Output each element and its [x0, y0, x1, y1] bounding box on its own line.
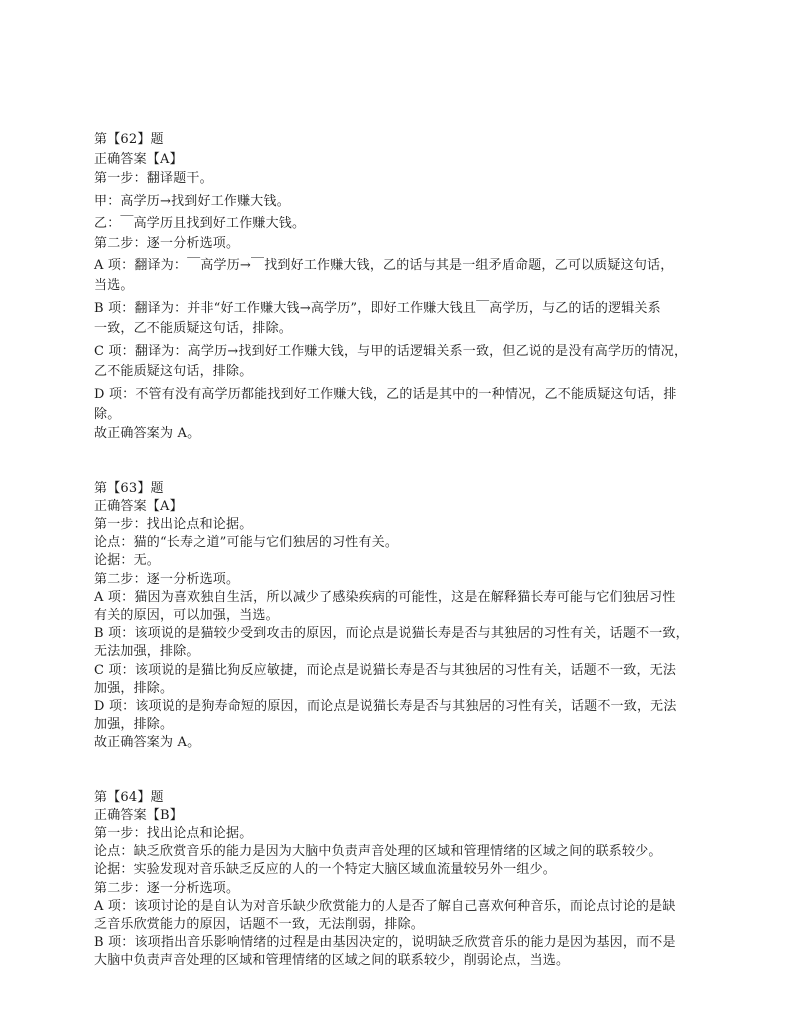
- text-line: D 项：不管有没有高学历都能找到好工作赚大钱，乙的话是其中的一种情况，乙不能质疑这句话，排: [94, 387, 677, 402]
- text-line: C 项：翻译为：高学历→找到好工作赚大钱，与甲的话逻辑关系一致，但乙说的是没有高学历的情况，: [94, 344, 688, 359]
- question-63: [94, 480, 734, 753]
- text-line: B 项：该项说的是猫较少受到攻击的原因，而论点是说猫长寿是否与其独居的习性有关，话题不一致，: [94, 626, 689, 642]
- text-line: 论点：缺乏欣赏音乐的能力是因为大脑中负责声音处理的区域和管理情绪的区域之间的联系较少。: [94, 844, 662, 860]
- text-line: A 项：该项讨论的是自认为对音乐缺少欣赏能力的人是否了解自己喜欢何种音乐，而论点讨论的是缺: [94, 898, 676, 914]
- text-line: 乙：￣高学历且找到好工作赚大钱。: [94, 216, 306, 231]
- spacer: [94, 753, 734, 789]
- text-line: 第一步：找出论点和论据。: [94, 516, 253, 532]
- text-line: 论点：猫的“长寿之道”可能与它们独居的习性有关。: [94, 535, 399, 551]
- text-line: 有关的原因，可以加强，当选。: [94, 607, 279, 623]
- text-line: 一致，乙不能质疑这句话，排除。: [94, 320, 293, 336]
- text-line: A 项：猫因为喜欢独自生活，所以减少了感染疾病的可能性，这是在解释猫长寿可能与它们独居习性: [94, 589, 676, 605]
- text-line: 论据：实验发现对音乐缺乏反应的人的一个特定大脑区域血流量较另外一组少。: [94, 862, 557, 878]
- text-line: 第二步：逐一分析选项。: [94, 235, 240, 251]
- text-line: 除。: [94, 406, 121, 422]
- question-number: 第【62】题: [94, 132, 164, 147]
- text-line: 当选。: [94, 277, 134, 293]
- text-line: A 项：翻译为：￣高学历→￣找到好工作赚大钱，乙的话与其是一组矛盾命题，乙可以质疑这句话，: [94, 258, 674, 273]
- text-line: 大脑中负责声音处理的区域和管理情绪的区域之间的联系较少，削弱论点，当选。: [94, 953, 570, 969]
- correct-answer: 正确答案【A】: [94, 151, 183, 167]
- question-64: [94, 789, 734, 971]
- text-line: B 项：翻译为：并非“好工作赚大钱→高学历”，即好工作赚大钱且￣高学历，与乙的话的逻辑关系: [94, 301, 661, 316]
- text-line: 论据：无。: [94, 553, 161, 569]
- text-line: C 项：该项说的是猫比狗反应敏捷，而论点是说猫长寿是否与其独居的习性有关，话题不一致，无法: [94, 662, 677, 678]
- text-line: 甲：高学历→找到好工作赚大钱。: [94, 193, 290, 209]
- correct-answer: 正确答案【B】: [94, 807, 183, 823]
- text-line: 第一步：找出论点和论据。: [94, 825, 253, 841]
- text-line: 加强，排除。: [94, 680, 174, 696]
- text-line: B 项：该项指出音乐影响情绪的过程是由基因决定的，说明缺乏欣赏音乐的能力是因为基因，而不是: [94, 935, 676, 951]
- question-62: [94, 130, 734, 444]
- text-line: 乏音乐欣赏能力的原因，话题不一致，无法削弱，排除。: [94, 916, 425, 932]
- document-page: [94, 130, 734, 971]
- text-line: 第一步：翻译题干。: [94, 171, 213, 186]
- question-number: 第【63】题: [94, 480, 164, 496]
- text-line: 故正确答案为 A。: [94, 426, 201, 441]
- correct-answer: 正确答案【A】: [94, 498, 183, 514]
- text-line: 第二步：逐一分析选项。: [94, 571, 240, 587]
- spacer: [94, 444, 734, 480]
- text-line: 故正确答案为 A。: [94, 735, 201, 751]
- text-line: 无法加强，排除。: [94, 644, 200, 660]
- question-number: 第【64】题: [94, 789, 164, 805]
- text-line: 第二步：逐一分析选项。: [94, 880, 240, 896]
- text-line: 乙不能质疑这句话，排除。: [94, 363, 253, 379]
- text-line: 加强，排除。: [94, 717, 174, 733]
- text-line: D 项：该项说的是狗寿命短的原因，而论点是说猫长寿是否与其独居的习性有关，话题不一致，无法: [94, 698, 677, 714]
